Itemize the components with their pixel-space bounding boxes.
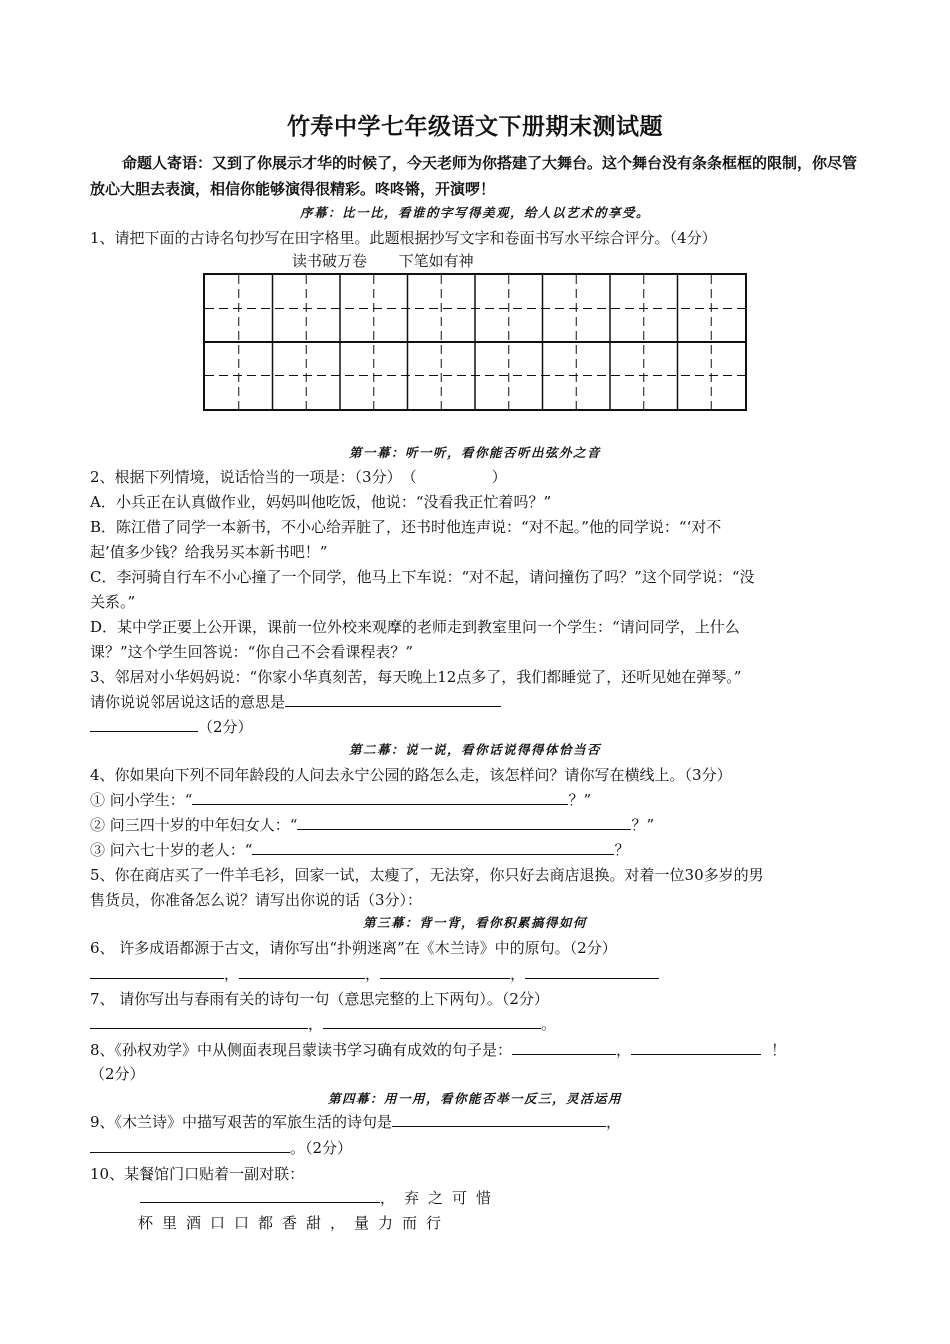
question-2-option-c-line1: C．李河骑自行车不小心撞了一个同学，他马上下车说：“对不起，请问撞伤了吗？”这个同学说：“没	[90, 568, 755, 586]
question-3-line2	[90, 690, 860, 715]
intro-message: 命题人寄语：又到了你展示才华的时候了，今天老师为你搭建了大舞台。这个舞台没有条条框框的限制，你尽管放心大胆去表演，相信你能够演得很精彩。咚咚锵，开演啰！	[90, 154, 858, 198]
answer-blank[interactable]	[525, 962, 659, 979]
question-5-line2: 售货员，你准备怎么说？请写出你说的话（3分）：	[90, 891, 423, 909]
question-9-stem: 9、《木兰诗》中描写艰苦的军旅生活的诗句是	[90, 1113, 393, 1131]
answer-blank[interactable]	[631, 1038, 761, 1055]
question-8-stem: 8、《孙权劝学》中从侧面表现吕蒙读书学习确有成效的句子是：	[90, 1041, 513, 1059]
question-2-stem: 2、根据下列情境，说话恰当的一项是：（3分） （ ）	[90, 468, 507, 486]
tianzige-lines	[205, 275, 745, 409]
item-3-end: ？	[614, 841, 630, 859]
question-7-stem: 7、 请你写出与春雨有关的诗句一句（意思完整的上下两句）。（2分）	[90, 990, 549, 1008]
item-1-end: ？”	[568, 791, 592, 809]
answer-blank[interactable]	[285, 690, 501, 707]
question-8-end: ！	[771, 1041, 787, 1059]
answer-blank[interactable]	[90, 1012, 308, 1029]
couplet-answer-blank[interactable]	[140, 1186, 380, 1203]
answer-blank[interactable]	[323, 1012, 541, 1029]
answer-blank[interactable]	[192, 788, 568, 805]
question-2-option-d-line1: D．某中学正要上公开课，课前一位外校来观摩的老师走到教室里问一个学生：“请问同学，上什么	[90, 618, 740, 636]
question-2-option-a: A．小兵正在认真做作业，妈妈叫他吃饭，他说：“没看我正忙着吗？”	[90, 493, 552, 511]
answer-blank[interactable]	[90, 715, 198, 732]
question-9-line2	[90, 1136, 860, 1161]
item-2-label: ② 问三四十岁的中年妇女人：“	[90, 816, 298, 834]
answer-blank[interactable]	[90, 962, 224, 979]
copy-verse	[292, 250, 474, 271]
question-4-item-2	[90, 813, 860, 838]
question-3-line1: 3、邻居对小华妈妈说：“你家小华真刻苦，每天晚上12点多了，我们都睡觉了，还听见她在弹琴。”	[90, 668, 742, 686]
answer-blank[interactable]	[90, 1136, 290, 1153]
question-2-option-b-line1: B．陈江借了同学一本新书，不小心给弄脏了，还书时他连声说：“对不起。”他的同学说：“‘对不	[90, 518, 722, 536]
answer-blank[interactable]	[239, 962, 365, 979]
question-9-score: 。（2分）	[290, 1139, 353, 1157]
question-7-answer: ， 。	[90, 1012, 860, 1037]
question-10-stem: 10、某餐馆门口贴着一副对联：	[90, 1165, 305, 1183]
question-3-line3	[90, 715, 860, 740]
act-1-heading: 第一幕：听一听，看你能否听出弦外之音	[348, 445, 601, 460]
act-2-heading: 第二幕：说一说，看你话说得得体恰当否	[348, 742, 601, 757]
question-6-answer: ， ， ，	[90, 962, 860, 987]
tianzige-grid[interactable]	[203, 273, 747, 411]
item-2-end: ？”	[631, 816, 655, 834]
copy-verse-a: 读书破万卷	[292, 252, 368, 270]
copy-verse-b: 下笔如有神	[398, 252, 474, 270]
question-8-score: （2分）	[90, 1065, 145, 1083]
page-title: 竹寿中学七年级语文下册期末测试题	[287, 114, 663, 140]
answer-blank[interactable]	[297, 813, 631, 830]
question-4-item-3	[90, 838, 860, 863]
question-8-line1: 8、《孙权劝学》中从侧面表现吕蒙读书学习确有成效的句子是： ， ！	[90, 1038, 860, 1063]
couplet-upper-end: ，弃之可惜	[380, 1189, 501, 1207]
question-4-item-1	[90, 788, 860, 813]
act-3-heading: 第三幕：背一背，看你积累搞得如何	[362, 915, 587, 930]
answer-blank[interactable]	[252, 838, 614, 855]
prelude-heading: 序幕：比一比，看谁的字写得美观，给人以艺术的享受。	[299, 205, 650, 220]
item-1-label: ① 问小学生：“	[90, 791, 193, 809]
question-1-text: 1、请把下面的古诗名句抄写在田字格里。此题根据抄写文字和卷面书写水平综合评分。（4分）	[90, 229, 717, 247]
question-2-option-c-line2: 关系。”	[90, 593, 136, 611]
answer-blank[interactable]	[380, 962, 510, 979]
question-5-line1: 5、你在商店买了一件羊毛衫，回家一试，太瘦了，无法穿，你只好去商店退换。对着一位30多岁的男	[90, 866, 764, 884]
question-4-stem: 4、你如果向下列不同年龄段的人问去永宁公园的路怎么走，该怎样问？请你写在横线上。（3分）	[90, 766, 732, 784]
act-4-heading: 第四幕：用一用，看你能否举一反三，灵活运用	[327, 1091, 622, 1106]
item-3-label: ③ 问六七十岁的老人：“	[90, 841, 253, 859]
question-2-option-d-line2: 课？”这个学生回答说：“你自己不会看课程表？”	[90, 643, 414, 661]
couplet-upper	[140, 1186, 500, 1208]
question-3-prompt: 请你说说邻居说这话的意思是	[90, 693, 286, 711]
answer-blank[interactable]	[512, 1038, 616, 1055]
question-6-stem: 6、 许多成语都源于古文，请你写出“扑朔迷离”在《木兰诗》中的原句。（2分）	[90, 939, 617, 957]
question-3-score: （2分）	[198, 718, 253, 736]
answer-blank[interactable]	[392, 1110, 606, 1127]
question-9-line1: 9、《木兰诗》中描写艰苦的军旅生活的诗句是 ，	[90, 1110, 860, 1135]
couplet-lower: 杯里酒口口都香甜，量力而行	[138, 1214, 451, 1232]
question-2-option-b-line2: 起’值多少钱？给我另买本新书吧！”	[90, 543, 328, 561]
